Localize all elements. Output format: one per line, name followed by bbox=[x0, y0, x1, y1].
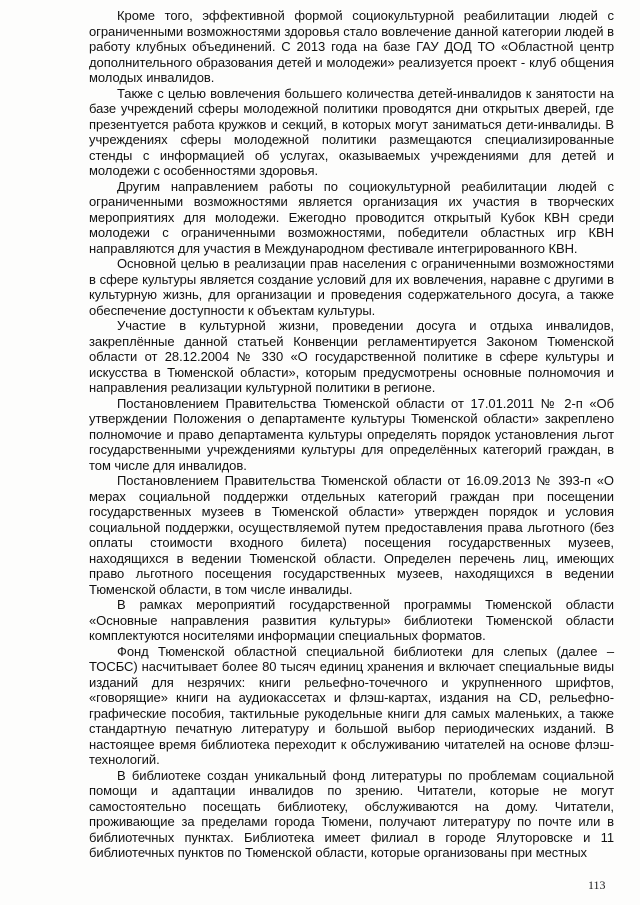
paragraph: Постановлением Правительства Тюменской области от 16.09.2013 № 393-п «О мерах социальной поддержки отдельных категорий граждан при посещении государственных музеев в Тюменской области» утвержден порядок и условия социальной поддержки, осуществляемой путем предоставления права льготного (без оплаты стоимости входного билета) посещения государственных музеев, находящихся в ведении Тюменской области. Определен перечень лиц, имеющих право льготного посещения государственных музеев, находящихся в ведении Тюменской области, в том числе инвалиды. bbox=[89, 473, 614, 597]
body-text bbox=[89, 8, 614, 861]
paragraph: Основной целью в реализации прав населения с ограниченными возможностями в сфере культуры является создание условий для их вовлечения, наравне с другими в культурную жизнь, для организации и проведения содержательного досуга, а также обеспечение доступности к объектам культуры. bbox=[89, 256, 614, 318]
paragraph: Другим направлением работы по социокультурной реабилитации людей с ограниченными возможностями является организация их участия в творческих мероприятиях для молодежи. Ежегодно проводится открытый Кубок КВН среди молодежи с ограниченными возможностями, победители областных игр КВН направляются для участия в Международном фестивале интегрированного КВН. bbox=[89, 178, 614, 256]
paragraph: В библиотеке создан уникальный фонд литературы по проблемам социальной помощи и адаптации инвалидов по зрению. Читатели, которые не могут самостоятельно посещать библиотеку, обслуживаются на дому. Читатели, проживающие за пределами города Тюмени, получают литературу по почте или в библиотечных пунктах. Библиотека имеет филиал в городе Ялуторовске и 11 библиотечных пунктов по Тюменской области, которые организованы при местных bbox=[89, 767, 614, 860]
page-number: 113 bbox=[588, 878, 606, 892]
paragraph: Участие в культурной жизни, проведении досуга и отдыха инвалидов, закреплённые данной статьей Конвенции регламентируется Законом Тюменской области от 28.12.2004 № 330 «О государственной политике в сфере культуры и искусства в Тюменской области», которым предусмотрены основные полномочия и направления реализации культурной политики в регионе. bbox=[89, 318, 614, 395]
paragraph: В рамках мероприятий государственной программы Тюменской области «Основные направления развития культуры» библиотеки Тюменской области комплектуются носителями информации специальных форматов. bbox=[89, 597, 614, 643]
paragraph: Кроме того, эффективной формой социокультурной реабилитации людей с ограниченными возможностями здоровья стало вовлечение данной категории людей в работу клубных объединений. С 2013 года на базе ГАУ ДОД ТО «Областной центр дополнительного образования детей и молодежи» реализуется проект - клуб общения молодых инвалидов. bbox=[89, 8, 614, 85]
paragraph: Также с целью вовлечения большего количества детей-инвалидов к занятости на базе учреждений сферы молодежной политики проводятся дни открытых дверей, где презентуется работа кружков и секций, в которых могут заниматься дети-инвалиды. В учреждениях сферы молодежной политики размещаются специализированные стенды с информацией об услугах, оказываемых учреждениями для детей и молодежи с особенностями здоровья. bbox=[89, 85, 614, 178]
paragraph: Фонд Тюменской областной специальной библиотеки для слепых (далее – ТОСБС) насчитывает более 80 тысяч единиц хранения и включает специальные виды изданий для незрячих: книги рельефно-точечного и укрупненного шрифтов, «говорящие» книги на аудиокассетах и флэш-картах, издания на CD, рельефно-графические пособия, тактильные рукодельные книги для самых маленьких, а также стандартную печатную литературу и большой выбор периодических изданий. В настоящее время библиотека переходит к обслуживанию читателей на основе флэш-технологий. bbox=[89, 643, 614, 767]
paragraph: Постановлением Правительства Тюменской области от 17.01.2011 № 2-п «Об утверждении Положения о департаменте культуры Тюменской области» закреплено полномочие и право департамента культуры определять порядок установления льгот государственными учреждениями культуры для определённых категорий граждан, в том числе для инвалидов. bbox=[89, 395, 614, 473]
